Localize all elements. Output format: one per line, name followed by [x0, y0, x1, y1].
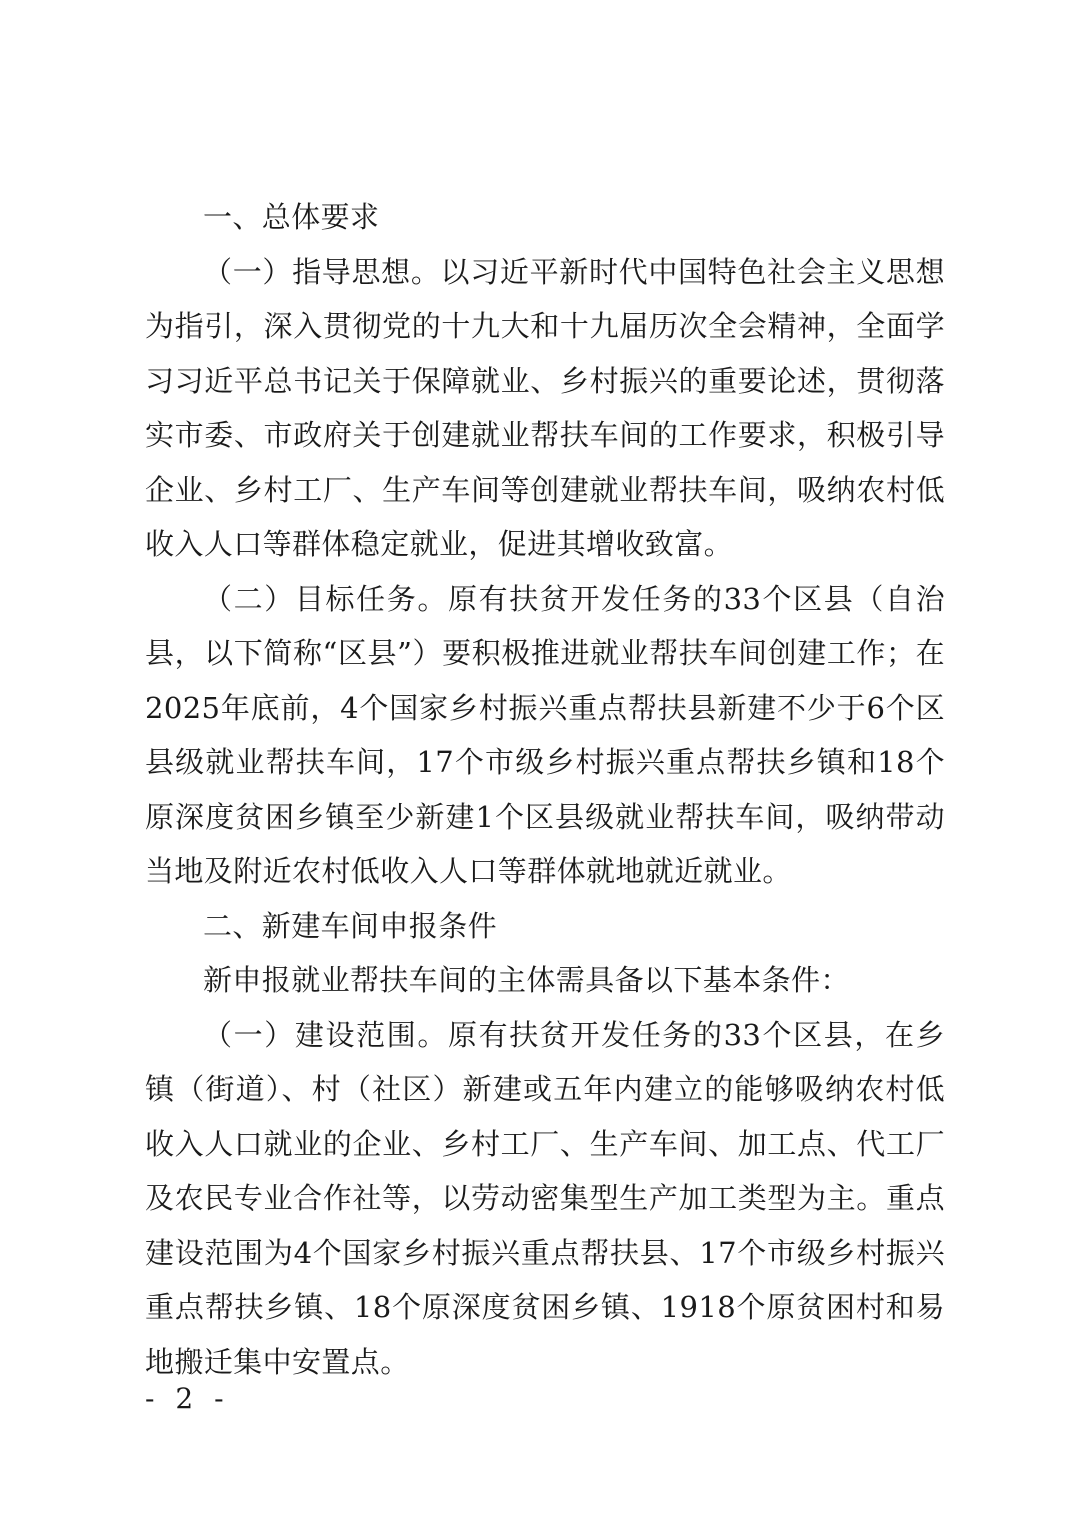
paragraph-target-tasks: （二）目标任务。原有扶贫开发任务的33个区县（自治县，以下简称“区县”）要积极推进就业帮扶车间创建工作；在2025年底前，4个国家乡村振兴重点帮扶县新建不少于6个区县级就业帮扶车间，17个市级乡村振兴重点帮扶乡镇和18个原深度贫困乡镇至少新建1个区县级就业帮扶车间，吸纳带动当地及附近农村低收入人口等群体就地就近就业。 — [145, 581, 945, 888]
page-number: - 2 - — [145, 1382, 230, 1415]
section-heading-general-requirements: 一、总体要求 — [203, 200, 380, 234]
document-body — [145, 190, 945, 1389]
paragraph-guiding-ideology: （一）指导思想。以习近平新时代中国特色社会主义思想为指引，深入贯彻党的十九大和十九届历次全会精神，全面学习习近平总书记关于保障就业、乡村振兴的重要论述，贯彻落实市委、市政府关于创建就业帮扶车间的工作要求，积极引导企业、乡村工厂、生产车间等创建就业帮扶车间，吸纳农村低收入人口等群体稳定就业，促进其增收致富。 — [145, 254, 945, 561]
paragraph-basic-conditions: 新申报就业帮扶车间的主体需具备以下基本条件： — [203, 963, 850, 997]
section-heading-application-conditions: 二、新建车间申报条件 — [203, 908, 498, 943]
paragraph-construction-scope: （一）建设范围。原有扶贫开发任务的33个区县，在乡镇（街道）、村（社区）新建或五年内建立的能够吸纳农村低收入人口就业的企业、乡村工厂、生产车间、加工点、代工厂及农民专业合作社等，以劳动密集型生产加工类型为主。重点建设范围为4个国家乡村振兴重点帮扶县、17个市级乡村振兴重点帮扶乡镇、18个原深度贫困乡镇、1918个原贫困村和易地搬迁集中安置点。 — [145, 1017, 945, 1379]
